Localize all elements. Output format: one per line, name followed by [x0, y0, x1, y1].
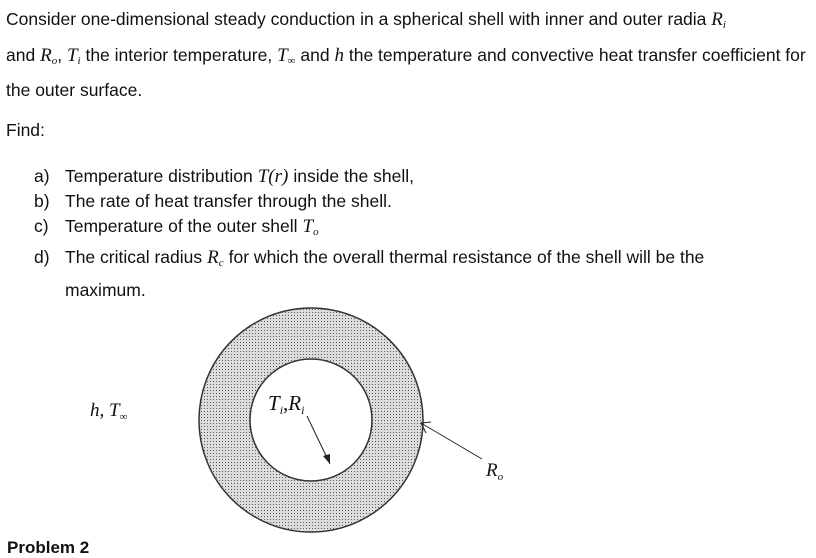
list-item-a: a) Temperature distribution T(r) inside the shell, [34, 166, 414, 187]
intro-text-2: and [6, 44, 36, 65]
intro-text-1: Consider one-dimensional steady conduction in a spherical shell with inner and outer radia [6, 9, 707, 29]
outer-temperature-symbol: $T_o$ [302, 216, 319, 238]
inner-label: Ti,Ri [268, 391, 305, 417]
ambient-temperature-symbol: $T_\infty$ [277, 44, 296, 67]
convection-coefficient-symbol: h [334, 44, 344, 66]
intro-text-3: the interior temperature, [85, 44, 273, 65]
item-marker: d) [34, 247, 50, 267]
interior-temperature-symbol: $T_i$ [66, 44, 81, 67]
inner-radius-symbol: $R_i$ [711, 9, 726, 31]
item-marker: a) [34, 166, 50, 186]
temperature-function-symbol: T(r) [257, 166, 289, 187]
item-marker: b) [34, 191, 50, 211]
outer-condition-label: h, $T_\infty$ [90, 400, 128, 423]
intro-text-4: and [300, 44, 330, 65]
outer-radius-symbol: $R_o$ [40, 44, 58, 67]
next-problem-heading: Problem 2 [7, 538, 90, 557]
intro-text-5: the temperature and convective heat transfer coefficient for the outer surface. [6, 44, 806, 100]
inner-cavity-circle [250, 359, 372, 481]
problem-statement: Consider one-dimensional steady conduction in a spherical shell with inner and outer radia $R_i$ and $R_o$, $T_i$ the interior temperature, $T_\infty$ and h the temperature and convective heat transfer coefficient for the outer surface. [6, 9, 806, 100]
list-item-c: c) Temperature of the outer shell $T_o$ [34, 214, 804, 245]
list-item-d-continuation: maximum. [65, 280, 146, 300]
list-item-b: b) The rate of heat transfer through the shell. [34, 189, 804, 214]
outer-radius-arrow-line [421, 423, 482, 459]
item-marker: c) [34, 216, 49, 236]
list-item-d: d) The critical radius $R_c$ for which the overall thermal resistance of the shell will be the [34, 245, 804, 276]
outer-radius-label: $R_o$ [486, 460, 504, 483]
find-label: Find: [6, 120, 45, 140]
critical-radius-symbol: $R_c$ [207, 247, 224, 269]
